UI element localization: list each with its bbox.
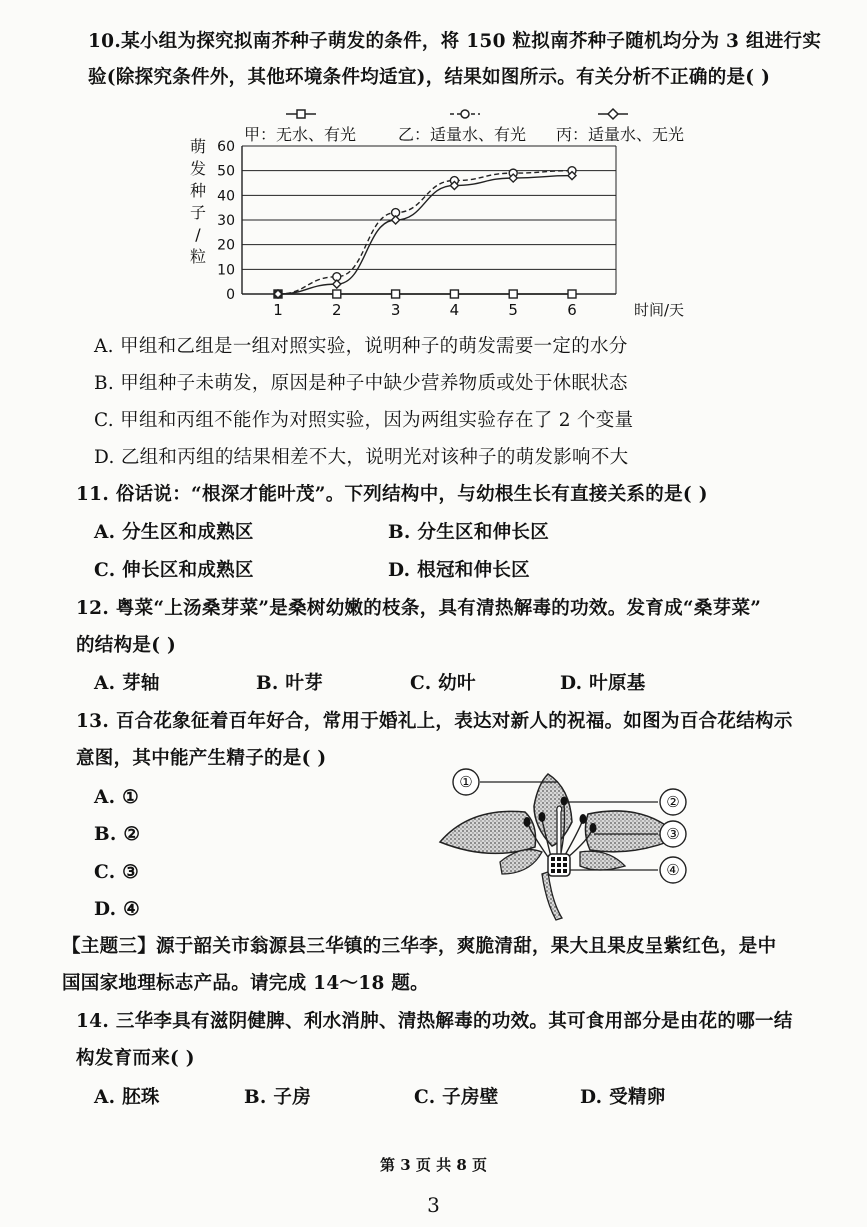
left-petal — [440, 811, 536, 853]
ovules — [551, 857, 567, 873]
q12-option-b[interactable]: B. 叶芽 — [256, 673, 324, 694]
q10-option-a[interactable]: A. 甲组和乙组是一组对照实验，说明种子的萌发需要一定的水分 — [94, 336, 628, 357]
q13-option-c[interactable]: C. ③ — [94, 862, 140, 883]
structure-label-2: ② — [666, 793, 680, 811]
y-axis-label-char: 萌 — [189, 137, 207, 156]
data-point-square — [450, 290, 458, 298]
q13-option-d[interactable]: D. ④ — [94, 899, 141, 920]
q14-stem-line1: 14. 三华李具有滋阴健脾、利水消肿、清热解毒的功效。其可食用部分是由花的哪一结 — [76, 1011, 793, 1032]
series-line — [278, 171, 572, 294]
q13-option-b[interactable]: B. ② — [94, 824, 141, 845]
chart-series — [274, 167, 576, 298]
lower-right-petal — [580, 851, 625, 870]
q14-option-b[interactable]: B. 子房 — [244, 1087, 312, 1108]
theme3-line2: 国国家地理标志产品。请完成 14～18 题。 — [62, 973, 429, 994]
data-point-square — [333, 290, 341, 298]
theme3-line1: 【主题三】源于韶关市翁源县三华镇的三华李，爽脆清甜，果大且果皮呈紫红色，是中 — [62, 936, 777, 957]
q10-stem-line2: 验(除探究条件外，其他环境条件均适宜)，结果如图所示。有关分析不正确的是( ) — [88, 67, 771, 88]
q11-option-b[interactable]: B. 分生区和伸长区 — [388, 522, 550, 543]
data-point-square — [392, 290, 400, 298]
y-tick-label: 30 — [217, 213, 235, 229]
legend-symbol-bing — [598, 109, 628, 119]
top-petal — [534, 774, 572, 846]
data-point-diamond — [392, 216, 400, 224]
data-point-square — [568, 290, 576, 298]
page-footer: 第 3 页 共 8 页 — [380, 1156, 487, 1174]
structure-label-4: ④ — [666, 861, 680, 879]
x-tick-label: 3 — [390, 301, 401, 319]
x-tick-labels — [273, 301, 577, 319]
x-tick-label: 6 — [567, 301, 577, 319]
germination-chart — [186, 98, 706, 330]
x-tick-label: 1 — [273, 301, 283, 319]
q12-option-a[interactable]: A. 芽轴 — [94, 673, 160, 694]
lily-flower-diagram — [430, 762, 700, 922]
q11-option-c[interactable]: C. 伸长区和成熟区 — [94, 560, 254, 581]
y-tick-labels — [217, 139, 235, 303]
legend-label-yi: 乙：适量水、有光 — [398, 125, 527, 144]
y-tick-label: 0 — [226, 287, 235, 303]
x-tick-label: 5 — [508, 301, 518, 319]
y-axis-label-char: 子 — [189, 203, 207, 222]
y-tick-label: 20 — [217, 237, 235, 254]
pistil — [557, 806, 562, 860]
y-axis-label-char: 种 — [189, 181, 207, 200]
structure-label-1: ① — [459, 773, 473, 791]
q13-stem-line2: 意图，其中能产生精子的是( ) — [76, 748, 327, 769]
y-tick-label: 60 — [217, 139, 235, 155]
y-axis-label — [190, 137, 206, 266]
x-axis-label: 时间/天 — [634, 301, 685, 319]
data-point-diamond — [333, 280, 341, 288]
q10-option-c[interactable]: C. 甲组和丙组不能作为对照实验，因为两组实验存在了 2 个变量 — [94, 410, 634, 431]
data-point-square — [509, 290, 517, 298]
q12-option-c[interactable]: C. 幼叶 — [410, 673, 476, 694]
chart-legend — [244, 109, 684, 144]
page-number: 3 — [427, 1193, 440, 1217]
legend-label-bing: 丙：适量水、无光 — [556, 125, 685, 144]
q10-option-b[interactable]: B. 甲组种子未萌发，原因是种子中缺少营养物质或处于休眠状态 — [94, 373, 628, 394]
q12-stem-line2: 的结构是( ) — [76, 635, 177, 656]
x-tick-label: 4 — [449, 301, 460, 319]
q14-option-c[interactable]: C. 子房壁 — [414, 1087, 499, 1108]
q11-option-a[interactable]: A. 分生区和成熟区 — [94, 522, 254, 543]
y-tick-label: 50 — [217, 163, 235, 180]
q11-option-d[interactable]: D. 根冠和伸长区 — [388, 560, 530, 581]
q11-stem: 11. 俗话说：“根深才能叶茂”。下列结构中，与幼根生长有直接关系的是( ) — [76, 484, 708, 505]
y-tick-label: 40 — [217, 188, 235, 205]
y-axis-label-char: 发 — [189, 159, 207, 178]
y-axis-label-char: / — [195, 225, 201, 244]
x-tick-label: 2 — [332, 301, 342, 319]
q14-stem-line2: 构发育而来( ) — [76, 1048, 195, 1069]
structure-label-3: ③ — [666, 825, 680, 843]
legend-label-jia: 甲：无水、有光 — [244, 125, 357, 144]
q10-option-d[interactable]: D. 乙组和丙组的结果相差不大，说明光对该种子的萌发影响不大 — [94, 447, 629, 468]
q12-stem-line1: 12. 粤菜“上汤桑芽菜”是桑树幼嫩的枝条，具有清热解毒的功效。发育成“桑芽菜” — [76, 598, 762, 619]
q14-option-a[interactable]: A. 胚珠 — [94, 1087, 160, 1108]
q14-option-d[interactable]: D. 受精卵 — [580, 1087, 666, 1108]
q12-option-d[interactable]: D. 叶原基 — [560, 673, 646, 694]
q13-stem-line1: 13. 百合花象征着百年好合，常用于婚礼上，表达对新人的祝福。如图为百合花结构示 — [76, 711, 793, 732]
flower-stem — [542, 872, 562, 920]
y-axis-label-char: 粒 — [189, 247, 207, 266]
legend-symbol-jia — [286, 110, 316, 118]
q13-option-a[interactable]: A. ① — [94, 787, 140, 808]
legend-symbol-yi — [450, 110, 480, 118]
series-line — [278, 176, 572, 294]
y-tick-label: 10 — [217, 262, 235, 279]
q10-stem-line1: 10.某小组为探究拟南芥种子萌发的条件，将 150 粒拟南芥种子随机均分为 3 组进行实 — [88, 31, 822, 52]
chart-gridlines — [242, 146, 616, 294]
